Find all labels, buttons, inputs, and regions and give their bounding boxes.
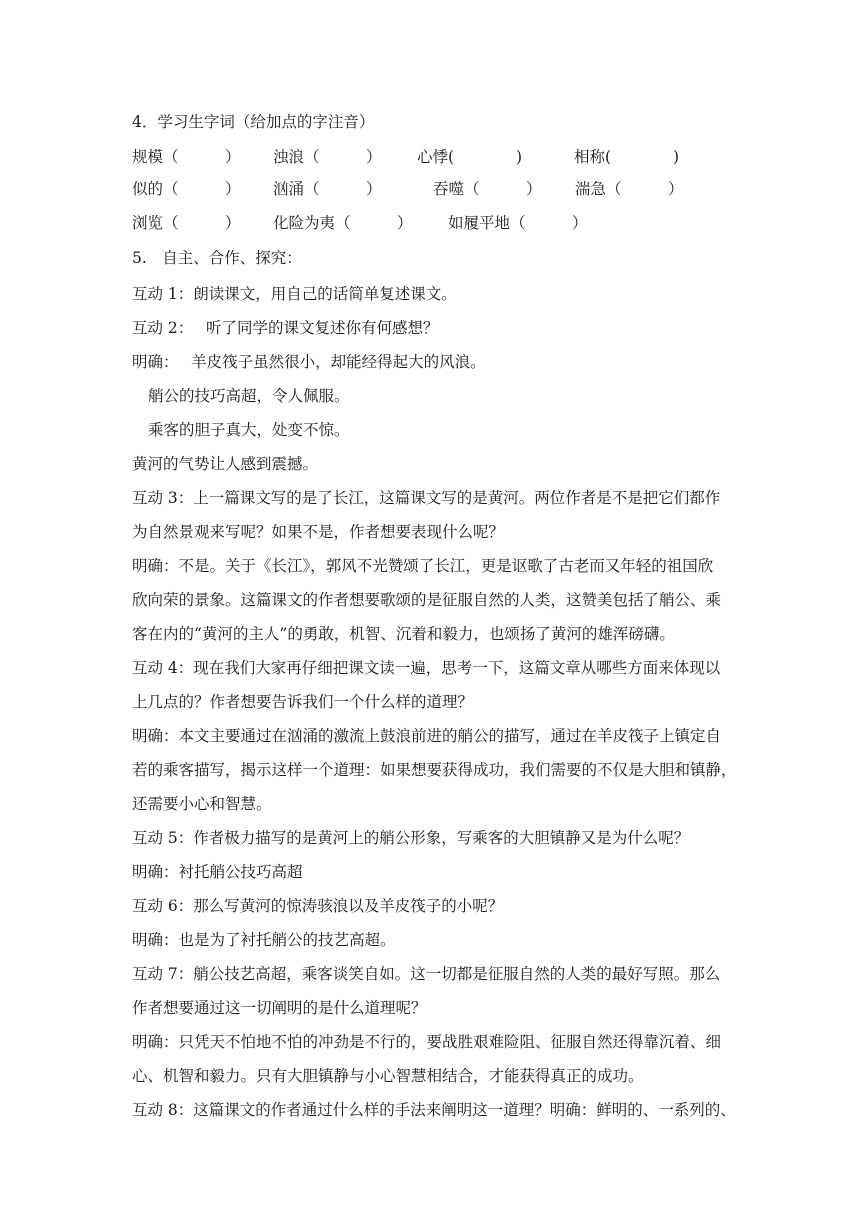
paragraph-line: 明确：只凭天不怕地不怕的冲劲是不行的，要战胜艰难险阻、征服自然还得靠沉着、细 [132, 1033, 722, 1051]
paragraph-line: 互动 5：作者极力描写的是黄河上的艄公形象，写乘客的大胆镇静又是为什么呢？ [132, 829, 690, 847]
paragraph-line: 明确：衬托艄公技巧高超 [132, 863, 303, 881]
vocab-item: 湍急（ ） [575, 180, 684, 198]
vocab-item: 化险为夷（ ） [273, 214, 413, 232]
vocab-item: 浏览（ ） [132, 214, 241, 232]
vocab-item: 相称( ) [574, 148, 680, 166]
paragraph-line: 还需要小心和智慧。 [132, 795, 272, 813]
vocab-item: 规模（ ） [132, 148, 241, 166]
paragraph-line: 互动 1：朗读课文，用自己的话简单复述课文。 [132, 285, 457, 303]
paragraph-line: 上几点的？作者想要告诉我们一个什么样的道理？ [132, 693, 474, 711]
vocab-item: 汹涌（ ） [273, 180, 382, 198]
paragraph-line: 互动 6：那么写黄河的惊涛骇浪以及羊皮筏子的小呢？ [132, 897, 504, 915]
paragraph-line: 互动 2： 听了同学的课文复述你有何感想？ [132, 319, 439, 337]
paragraph-line: 若的乘客描写，揭示这样一个道理：如果想要获得成功，我们需要的不仅是大胆和镇静， [132, 761, 737, 779]
paragraph-line: 明确：本文主要通过在汹涌的激流上鼓浪前进的艄公的描写，通过在羊皮筏子上镇定自 [132, 727, 722, 745]
vocab-item: 浊浪（ ） [273, 148, 382, 166]
vocab-item: 吞噬（ ） [433, 180, 542, 198]
vocab-item: 似的（ ） [132, 180, 241, 198]
paragraph-line: 乘客的胆子真大，处变不惊。 [148, 421, 350, 439]
paragraph-line: 为自然景观来写呢？如果不是，作者想要表现什么呢？ [132, 523, 505, 541]
paragraph-line: 客在内的“黄河的主人”的勇敢，机智、沉着和毅力，也颂扬了黄河的雄浑磅礴。 [132, 625, 675, 643]
paragraph-line: 艄公的技巧高超，令人佩服。 [148, 387, 350, 405]
vocab-item: 心悸( ) [417, 148, 523, 166]
paragraph-line: 互动 4：现在我们大家再仔细把课文读一遍，思考一下，这篇文章从哪些方面来体现以 [132, 659, 721, 677]
paragraph-line: 心、机智和毅力。只有大胆镇静与小心智慧相结合，才能获得真正的成功。 [132, 1067, 644, 1085]
section-5-title: 5. 自主、合作、探究： [132, 249, 302, 267]
paragraph-line: 明确： 羊皮筏子虽然很小，却能经得起大的风浪。 [132, 353, 486, 371]
paragraph-line: 互动 7：艄公技艺高超，乘客谈笑自如。这一切都是征服自然的人类的最好写照。那么 [132, 965, 721, 983]
paragraph-line: 黄河的气势让人感到震撼。 [132, 455, 319, 473]
paragraph-line: 作者想要通过这一切阐明的是什么道理呢？ [132, 999, 427, 1017]
paragraph-line: 互动 8：这篇课文的作者通过什么样的手法来阐明这一道理？明确：鲜明的、一系列的、 [132, 1101, 736, 1119]
vocab-item: 如履平地（ ） [448, 214, 588, 232]
section-4-title: 4．学习生字词（给加点的字注音） [132, 113, 375, 131]
paragraph-line: 明确：也是为了衬托艄公的技艺高超。 [132, 931, 396, 949]
paragraph-line: 互动 3：上一篇课文写的是了长江，这篇课文写的是黄河。两位作者是不是把它们都作 [132, 489, 721, 507]
paragraph-line: 明确：不是。关于《长江》，郭风不光赞颂了长江，更是讴歌了古老而又年轻的祖国欣 [132, 557, 714, 575]
paragraph-line: 欣向荣的景象。这篇课文的作者想要歌颂的是征服自然的人类，这赞美包括了艄公、乘 [132, 591, 722, 609]
